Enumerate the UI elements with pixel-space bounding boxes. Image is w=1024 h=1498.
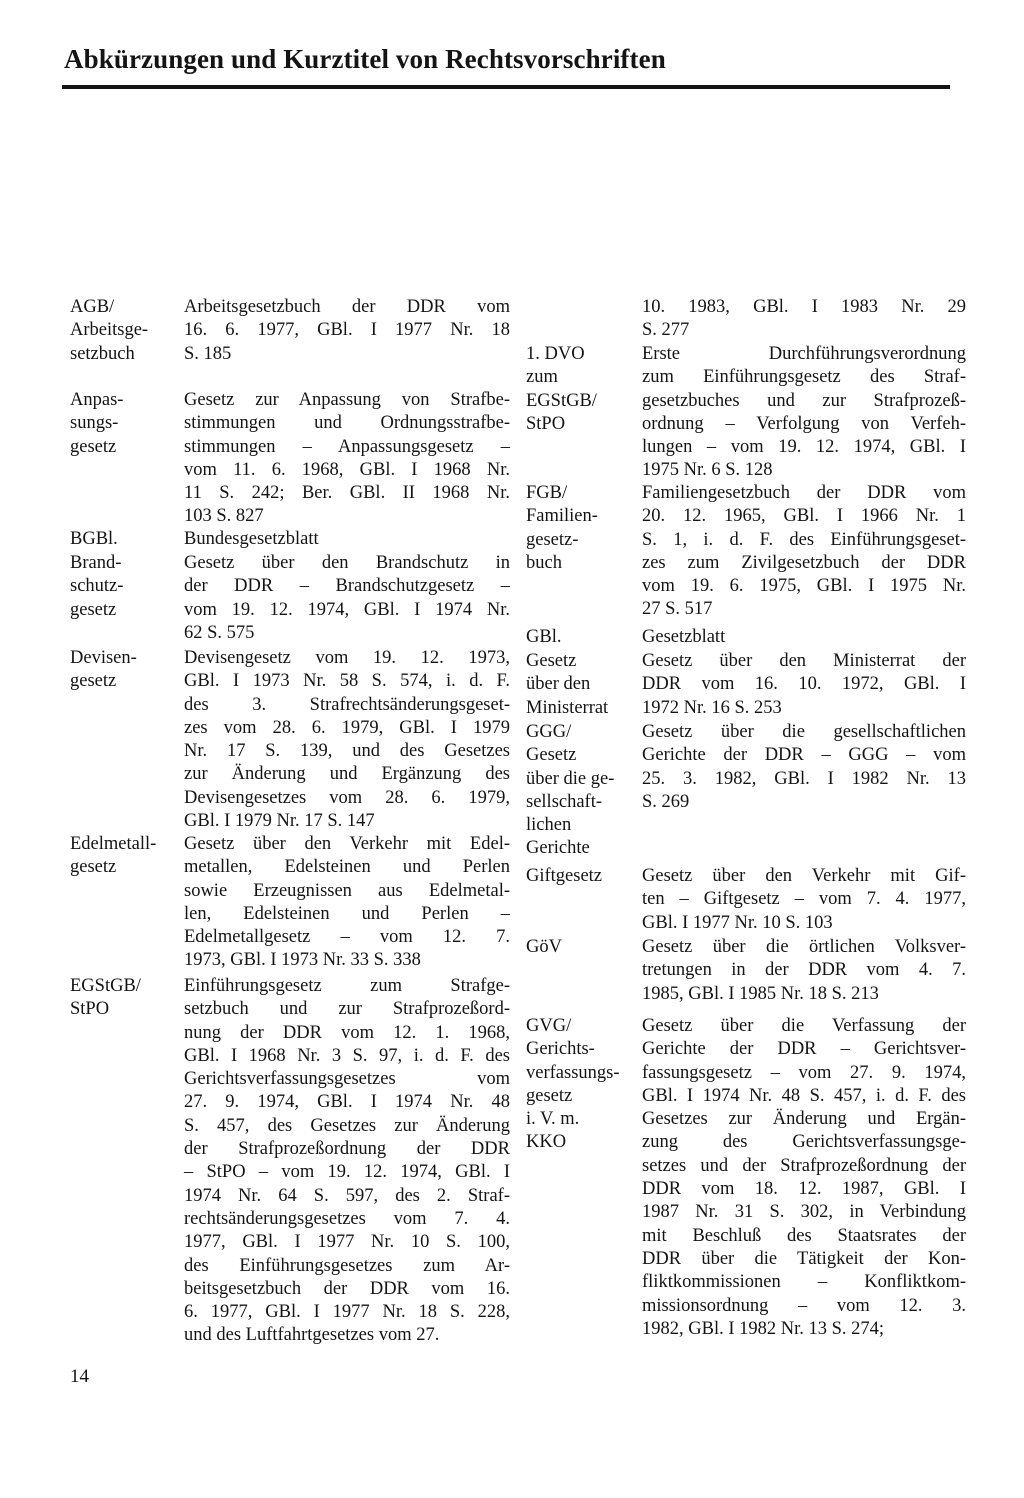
description-line: 6. 1977, GBl. I 1977 Nr. 18 S. 228,	[184, 1302, 510, 1323]
description-line: DDR über die Tätigkeit der Kon-	[642, 1248, 966, 1269]
description-line: 1985, GBl. I 1985 Nr. 18 S. 213	[642, 983, 879, 1004]
glossary-entry	[526, 650, 966, 721]
description-line: GBl. I 1974 Nr. 48 S. 457, i. d. F. des	[642, 1085, 966, 1106]
glossary-entry	[526, 721, 966, 865]
glossary-entry	[526, 343, 966, 482]
entry-abbreviation: BGBl.	[70, 529, 118, 549]
entry-description	[642, 1015, 966, 1341]
description-line: Gerichtsverfassungsgesetzes vom	[184, 1069, 510, 1090]
entry-abbreviation: GVG/ Gerichts- verfassungs- gesetz i. V. m. KKO	[526, 1016, 620, 1153]
description-line: der DDR – Brandschutzgesetz –	[184, 576, 510, 597]
description-line: rechtsänderungsgesetzes vom 7. 4.	[184, 1208, 510, 1229]
description-line: zur Änderung und Ergänzung des	[184, 764, 510, 785]
description-line: gesetzbuches und zur Strafprozeß-	[642, 390, 966, 411]
description-line: nung der DDR vom 12. 1. 1968,	[184, 1022, 510, 1043]
entry-abbreviation: Devisen- gesetz	[70, 648, 137, 692]
description-line: GBl. I 1973 Nr. 58 S. 574, i. d. F.	[184, 671, 510, 692]
description-line: len, Edelsteinen und Perlen –	[184, 903, 510, 924]
description-line: Gesetzblatt	[642, 627, 726, 647]
description-line: setzbuch und zur Strafprozeßord-	[184, 999, 510, 1020]
glossary-entry	[70, 975, 510, 1348]
entry-description	[184, 647, 510, 833]
description-line: Nr. 17 S. 139, und des Gesetzes	[184, 741, 510, 762]
entry-description	[642, 626, 966, 649]
right-column	[526, 296, 966, 1341]
description-line: GBl. I 1968 Nr. 3 S. 97, i. d. F. des	[184, 1045, 510, 1066]
description-line: 1975 Nr. 6 S. 128	[642, 460, 773, 481]
description-line: missionsordnung – vom 12. 3.	[642, 1295, 966, 1316]
glossary-entry	[526, 482, 966, 626]
description-line: 20. 12. 1965, GBl. I 1966 Nr. 1	[642, 506, 966, 527]
description-line: GBl. I 1979 Nr. 17 S. 147	[184, 811, 375, 832]
entry-abbreviation: GöV	[526, 937, 562, 957]
entry-description	[642, 343, 966, 483]
glossary-entry	[70, 833, 510, 975]
entry-description	[184, 552, 510, 645]
description-line: stimmungen – Anpassungsgesetz –	[184, 436, 510, 457]
entry-description	[642, 482, 966, 622]
description-line: S. 277	[642, 320, 690, 341]
entry-abbreviation: FGB/ Familien- gesetz- buch	[526, 483, 598, 573]
description-line: – StPO – vom 19. 12. 1974, GBl. I	[184, 1162, 510, 1183]
description-line: vom 11. 6. 1968, GBl. I 1968 Nr.	[184, 459, 510, 480]
description-line: ordnung – Verfolgung von Verfeh-	[642, 413, 966, 434]
description-line: zung des Gerichtsverfassungsge-	[642, 1132, 966, 1153]
glossary-entry	[526, 1015, 966, 1341]
description-line: vom 19. 12. 1974, GBl. I 1974 Nr.	[184, 599, 510, 620]
description-line: 27. 9. 1974, GBl. I 1974 Nr. 48	[184, 1092, 510, 1113]
description-line: 1977, GBl. I 1977 Nr. 10 S. 100,	[184, 1232, 510, 1253]
description-line: stimmungen und Ordnungsstrafbe-	[184, 413, 510, 434]
glossary-entry	[70, 647, 510, 833]
entry-abbreviation: Anpas- sungs- gesetz	[70, 390, 124, 457]
description-line: S. 269	[642, 791, 690, 812]
description-line: Arbeitsgesetzbuch der DDR vom	[184, 297, 510, 317]
entry-abbreviation: Gesetz über den Ministerrat	[526, 651, 609, 718]
entry-description	[184, 389, 510, 529]
description-line: der Strafprozeßordnung der DDR	[184, 1139, 510, 1160]
description-line: ten – Giftgesetz – vom 7. 4. 1977,	[642, 889, 966, 910]
page-title: Abkürzungen und Kurztitel von Rechtsvorschriften	[64, 44, 666, 74]
description-line: Edelmetallgesetz – vom 12. 7.	[184, 927, 510, 948]
description-line: 1982, GBl. I 1982 Nr. 13 S. 274;	[642, 1318, 885, 1339]
description-line: S. 185	[184, 343, 232, 364]
entry-description	[184, 528, 510, 551]
description-line: DDR vom 16. 10. 1972, GBl. I	[642, 674, 966, 695]
description-line: Devisengesetzes vom 28. 6. 1979,	[184, 787, 510, 808]
description-line: Gesetz über den Verkehr mit Edel-	[184, 834, 510, 854]
description-line: 62 S. 575	[184, 622, 255, 643]
description-line: beitsgesetzbuch der DDR vom 16.	[184, 1278, 510, 1299]
glossary-entry	[70, 528, 510, 552]
entry-abbreviation: AGB/ Arbeitsge- setzbuch	[70, 297, 149, 364]
description-line: Gesetzes zur Änderung und Ergän-	[642, 1109, 966, 1130]
description-line: S. 1, i. d. F. des Einführungsgeset-	[642, 529, 966, 550]
description-line: Familiengesetzbuch der DDR vom	[642, 483, 966, 503]
description-line: Gesetz über die gesellschaftlichen	[642, 722, 966, 742]
description-line: Gerichte der DDR – GGG – vom	[642, 745, 966, 766]
description-line: 1973, GBl. I 1973 Nr. 33 S. 338	[184, 950, 421, 971]
entry-description	[184, 296, 510, 366]
entry-description	[642, 865, 966, 935]
description-line: GBl. I 1977 Nr. 10 S. 103	[642, 912, 833, 933]
description-line: des Einführungsgesetzes zum Ar-	[184, 1255, 510, 1276]
glossary-entry	[526, 865, 966, 936]
description-line: 1972 Nr. 16 S. 253	[642, 697, 782, 718]
glossary-entry	[526, 936, 966, 1015]
entry-abbreviation: Edelmetall- gesetz	[70, 834, 157, 878]
description-line: 25. 3. 1982, GBl. I 1982 Nr. 13	[642, 768, 966, 789]
glossary-entry	[70, 552, 510, 647]
description-line: Gesetz über die Verfassung der	[642, 1016, 966, 1036]
description-line: und des Luftfahrtgesetzes vom 27.	[184, 1325, 440, 1346]
description-line: zes vom 28. 6. 1979, GBl. I 1979	[184, 717, 510, 738]
description-line: Erste Durchführungsverordnung	[642, 344, 966, 364]
description-line: mit Beschluß des Staatsrates der	[642, 1225, 966, 1246]
page-number: 14	[70, 1366, 89, 1387]
description-line: 1987 Nr. 31 S. 302, in Verbindung	[642, 1202, 966, 1223]
description-line: vom 19. 6. 1975, GBl. I 1975 Nr.	[642, 576, 966, 597]
description-line: sowie Erzeugnissen aus Edelmetal-	[184, 880, 510, 901]
entry-abbreviation: 1. DVO zum EGStGB/ StPO	[526, 344, 597, 434]
description-line: lungen – vom 19. 12. 1974, GBl. I	[642, 437, 966, 458]
description-line: fliktkommissionen – Konfliktkom-	[642, 1272, 966, 1293]
entry-description	[642, 296, 966, 343]
glossary-entry	[526, 296, 966, 343]
entry-abbreviation: EGStGB/ StPO	[70, 976, 141, 1020]
description-line: Gesetz über den Brandschutz in	[184, 553, 510, 573]
description-line: 16. 6. 1977, GBl. I 1977 Nr. 18	[184, 320, 510, 341]
description-line: des 3. Strafrechtsänderungsgeset-	[184, 694, 510, 715]
description-line: Gesetz zur Anpassung von Strafbe-	[184, 390, 510, 410]
description-line: 1974 Nr. 64 S. 597, des 2. Straf-	[184, 1185, 510, 1206]
entry-abbreviation: Giftgesetz	[526, 866, 603, 886]
description-line: fassungsgesetz – vom 27. 9. 1974,	[642, 1062, 966, 1083]
description-line: Bundesgesetzblatt	[184, 529, 319, 549]
description-line: setzes und der Strafprozeßordnung der	[642, 1155, 966, 1176]
description-line: Gerichte der DDR – Gerichtsver-	[642, 1039, 966, 1060]
entry-abbreviation: GGG/ Gesetz über die ge- sellschaft- lichen Gerichte	[526, 722, 615, 859]
entry-description	[642, 650, 966, 720]
description-line: 27 S. 517	[642, 599, 713, 620]
description-line: zum Einführungsgesetz des Straf-	[642, 367, 966, 388]
description-line: zes zum Zivilgesetzbuch der DDR	[642, 552, 966, 573]
title-rule	[62, 85, 950, 89]
entry-description	[184, 975, 510, 1348]
glossary-entry	[526, 626, 966, 650]
entry-abbreviation: GBl.	[526, 627, 562, 647]
glossary-entry	[70, 296, 510, 389]
left-column	[70, 296, 510, 1348]
description-line: 103 S. 827	[184, 506, 264, 527]
description-line: Einführungsgesetz zum Strafge-	[184, 976, 510, 996]
entry-description	[642, 936, 966, 1006]
description-line: Gesetz über den Verkehr mit Gif-	[642, 866, 966, 886]
description-line: Gesetz über den Ministerrat der	[642, 651, 966, 671]
description-line: Gesetz über die örtlichen Volksver-	[642, 937, 966, 957]
description-line: S. 457, des Gesetzes zur Änderung	[184, 1115, 510, 1136]
description-line: DDR vom 18. 12. 1987, GBl. I	[642, 1179, 966, 1200]
entry-description	[642, 721, 966, 814]
description-line: 10. 1983, GBl. I 1983 Nr. 29	[642, 297, 966, 317]
description-line: 11 S. 242; Ber. GBl. II 1968 Nr.	[184, 483, 510, 504]
glossary-entry	[70, 389, 510, 528]
entry-description	[184, 833, 510, 973]
entry-abbreviation: Brand- schutz- gesetz	[70, 553, 124, 620]
description-line: metallen, Edelsteinen und Perlen	[184, 857, 510, 878]
description-line: tretungen in der DDR vom 4. 7.	[642, 960, 966, 981]
description-line: Devisengesetz vom 19. 12. 1973,	[184, 648, 510, 668]
